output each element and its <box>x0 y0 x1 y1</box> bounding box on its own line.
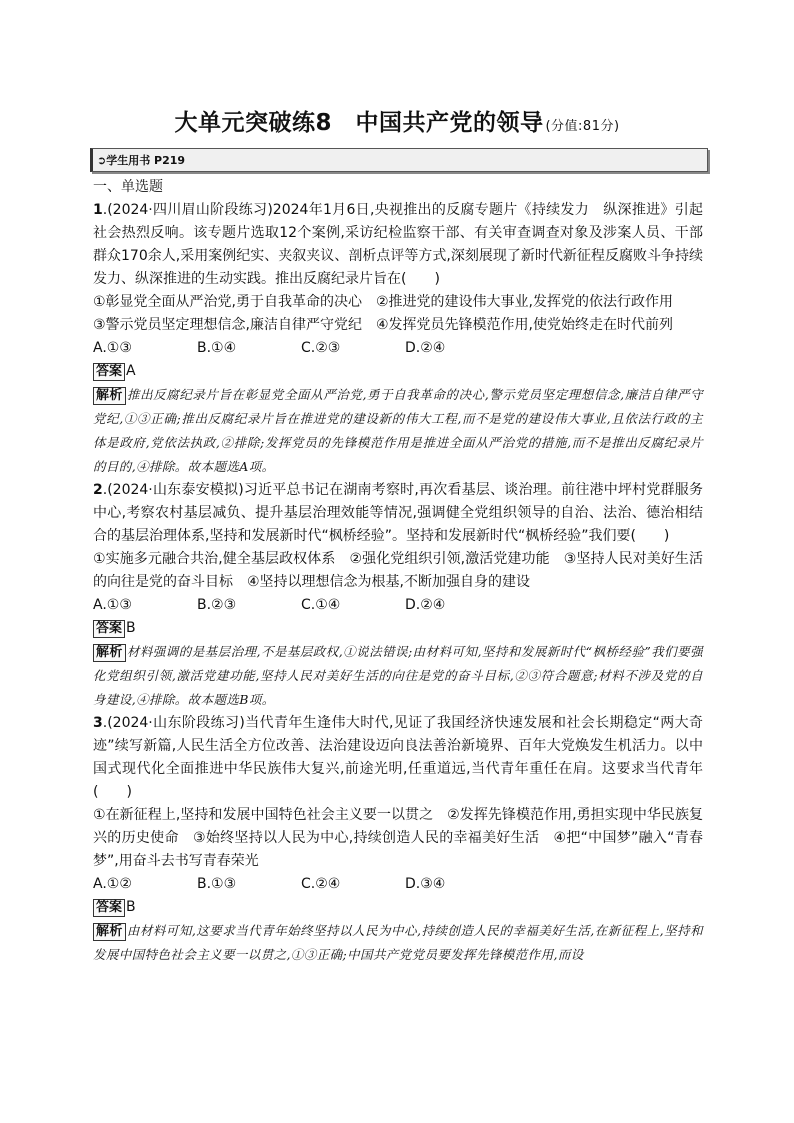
question-number: 3 <box>93 715 103 731</box>
score-label: (分值:81分) <box>545 119 620 134</box>
statement-line: ①在新征程上,坚持和发展中国特色社会主义要一以贯之 ②发挥先锋模范作用,勇担实现中华民族复兴的历史使命 ③始终坚持以人民为中心,持续创造人民的幸福美好生活 ④把“中国梦”融入“青春梦”,用奋斗去书写青春荣光 <box>93 807 703 869</box>
question-2 <box>93 479 703 712</box>
analysis-text: 解析 推出反腐纪录片旨在彰显党全面从严治党,勇于自我革命的决心,警示党员坚定理想信念,廉洁自律严守党纪,①③正确;推出反腐纪录片旨在推进党的建设新的伟大工程,而不是党的建设伟大事业,且依法行政的主体是政府,党依法执政,②排除;发挥党员的先锋模范作用是推进全面从严治党的措施,而不是推出反腐纪录片的目的,④排除。故本题选A项。 <box>93 387 703 474</box>
analysis-tag: 解析 <box>93 644 126 662</box>
analysis-text: 解析 材料强调的是基层治理,不是基层政权,①说法错误;由材料可知,坚持和发展新时代“枫桥经验”我们要强化党组织引领,激活党建功能,坚持人民对美好生活的向往是党的奋斗目标,②③符合题意;材料不涉及党的自身建设,④排除。故本题选B项。 <box>93 644 703 707</box>
option-a[interactable]: A.①② <box>93 876 132 892</box>
option-a[interactable]: A.①③ <box>93 340 132 356</box>
question-list <box>93 176 703 967</box>
option-c[interactable]: C.①④ <box>301 597 341 613</box>
question-1 <box>93 199 703 479</box>
answer-tag: 答案 <box>93 899 125 917</box>
book-reference-bar <box>90 148 708 172</box>
option-d[interactable]: D.②④ <box>405 340 446 356</box>
answer-value: A <box>126 363 136 379</box>
analysis-tag: 解析 <box>93 923 126 941</box>
option-a[interactable]: A.①③ <box>93 597 132 613</box>
option-row <box>93 337 703 360</box>
answer-value: B <box>126 620 136 636</box>
answer-tag: 答案 <box>93 363 125 381</box>
analysis-tag: 解析 <box>93 387 126 405</box>
analysis-text: 解析 由材料可知,这要求当代青年始终坚持以人民为中心,持续创造人民的幸福美好生活,在新征程上,坚持和发展中国特色社会主义要一以贯之,①③正确;中国共产党党员要发挥先锋模范作用,而设 <box>93 923 703 962</box>
page-title <box>0 104 794 137</box>
statement-line: ①彰显党全面从严治党,勇于自我革命的决心 ②推进党的建设伟大事业,发挥党的依法行政作用 <box>93 294 673 310</box>
question-stem: 1.(2024·四川眉山阶段练习)2024年1月6日,央视推出的反腐专题片《持续发力 纵深推进》引起社会热烈反响。该专题片选取12个案例,采访纪检监察干部、有关审查调查对象及涉案人员、干部群众170余人,采用案例纪实、夹叙夹议、剖析点评等方式,深刻展现了新时代新征程反腐败斗争持续发力、纵深推进的生动实践。推出反腐纪录片旨在( ) <box>93 202 703 287</box>
question-3 <box>93 712 703 967</box>
answer-tag: 答案 <box>93 620 125 638</box>
option-c[interactable]: C.②③ <box>301 340 341 356</box>
option-d[interactable]: D.②④ <box>405 597 446 613</box>
title-text: 大单元突破练8 中国共产党的领导 <box>174 110 544 136</box>
option-b[interactable]: B.①③ <box>197 876 237 892</box>
question-stem: 3.(2024·山东阶段练习)当代青年生逢伟大时代,见证了我国经济快速发展和社会长期稳定“两大奇迹”续写新篇,人民生活全方位改善、法治建设迈向良法善治新境界、百年大党焕发生机活力。以中国式现代化全面推进中华民族伟大复兴,前途光明,任重道远,当代青年重任在肩。这要求当代青年( ) <box>93 715 703 800</box>
answer-line <box>93 896 703 919</box>
section-heading: 一、单选题 <box>93 179 163 195</box>
option-row <box>93 594 703 617</box>
option-d[interactable]: D.③④ <box>405 876 446 892</box>
statement-line: ③警示党员坚定理想信念,廉洁自律严守党纪 ④发挥党员先锋模范作用,使党始终走在时代前列 <box>93 317 673 333</box>
option-b[interactable]: B.①④ <box>197 340 237 356</box>
question-number: 1 <box>93 202 103 218</box>
option-row <box>93 873 703 896</box>
question-number: 2 <box>93 482 103 498</box>
option-b[interactable]: B.②③ <box>197 597 237 613</box>
question-stem: 2.(2024·山东泰安模拟)习近平总书记在湖南考察时,再次看基层、谈治理。前往港中坪村党群服务中心,考察农村基层减负、提升基层治理效能等情况,强调健全党组织领导的自治、法治、德治相结合的基层治理体系,坚持和发展新时代“枫桥经验”。坚持和发展新时代“枫桥经验”我们要( ) <box>93 482 703 544</box>
book-reference: ➲学生用书 P219 <box>97 154 186 167</box>
statement-line: ①实施多元融合共治,健全基层政权体系 ②强化党组织引领,激活党建功能 ③坚持人民对美好生活的向往是党的奋斗目标 ④坚持以理想信念为根基,不断加强自身的建设 <box>93 551 703 590</box>
option-c[interactable]: C.②④ <box>301 876 341 892</box>
answer-value: B <box>126 899 136 915</box>
answer-line <box>93 617 703 640</box>
answer-line <box>93 360 703 383</box>
